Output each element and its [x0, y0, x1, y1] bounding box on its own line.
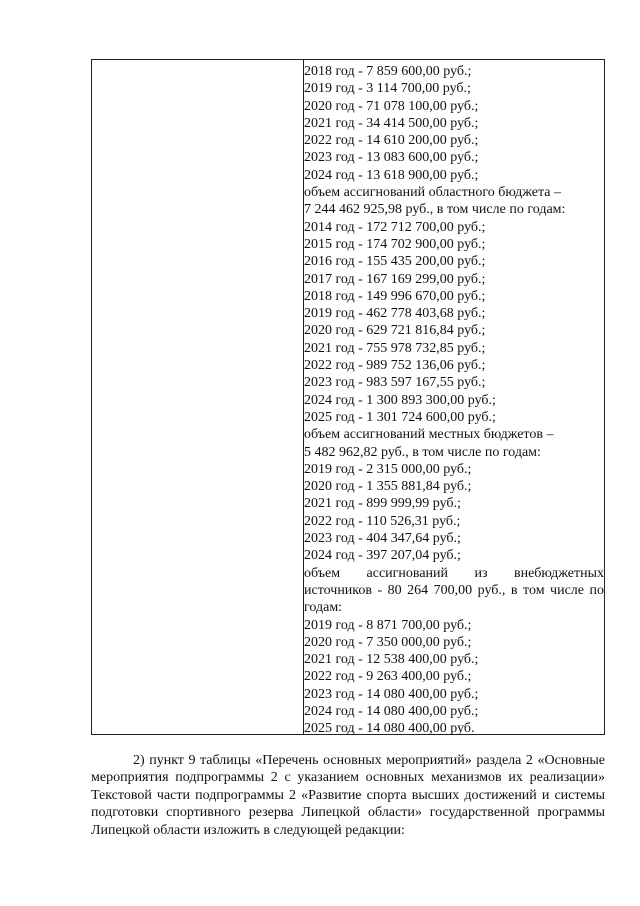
funding-line: 2020 год - 71 078 100,00 руб.; [304, 98, 479, 114]
funding-line: 2022 год - 14 610 200,00 руб.; [304, 133, 479, 149]
funding-line: 2025 год - 1 301 724 600,00 руб.; [304, 409, 496, 425]
funding-line: 2016 год - 155 435 200,00 руб.; [304, 254, 486, 270]
funding-line: 2025 год - 14 080 400,00 руб. [304, 721, 475, 737]
funding-line: 2019 год - 8 871 700,00 руб.; [304, 617, 472, 633]
funding-line: 2022 год - 110 526,31 руб.; [304, 513, 461, 529]
funding-line: 2020 год - 629 721 816,84 руб.; [304, 323, 486, 339]
funding-line: 2019 год - 462 778 403,68 руб.; [304, 306, 486, 322]
funding-line: 2021 год - 34 414 500,00 руб.; [304, 115, 479, 131]
funding-line: 2015 год - 174 702 900,00 руб.; [304, 236, 486, 252]
funding-line: 2020 год - 7 350 000,00 руб.; [304, 634, 472, 650]
funding-line: 2020 год - 1 355 881,84 руб.; [304, 479, 472, 495]
funding-line: 2024 год - 13 618 900,00 руб.; [304, 167, 479, 183]
funding-line: 2021 год - 899 999,99 руб.; [304, 496, 461, 512]
funding-line: 2024 год - 397 207,04 руб.; [304, 548, 461, 564]
funding-line: 2023 год - 13 083 600,00 руб.; [304, 150, 479, 166]
funding-line: 2022 год - 9 263 400,00 руб.; [304, 669, 472, 685]
funding-table [91, 59, 605, 735]
funding-line: 5 482 962,82 руб., в том числе по годам: [304, 444, 541, 460]
funding-line: 2014 год - 172 712 700,00 руб.; [304, 219, 486, 235]
funding-line: 2022 год - 989 752 136,06 руб.; [304, 358, 486, 374]
funding-line: 2017 год - 167 169 299,00 руб.; [304, 271, 486, 287]
funding-cell [304, 63, 604, 738]
funding-line: 2021 год - 12 538 400,00 руб.; [304, 652, 479, 668]
extrabudgetary-funding-text: объем ассигнований из внебюджетных источников - 80 264 700,00 руб., в том числе по годам: [304, 565, 604, 616]
funding-line: 2023 год - 404 347,64 руб.; [304, 531, 461, 547]
funding-line: 2023 год - 14 080 400,00 руб.; [304, 686, 479, 702]
funding-line: 2021 год - 755 978 732,85 руб.; [304, 340, 486, 356]
funding-lines-top [304, 63, 604, 565]
funding-line: 2018 год - 7 859 600,00 руб.; [304, 64, 472, 79]
funding-line: объем ассигнований областного бюджета – [304, 185, 561, 201]
funding-line: 2024 год - 14 080 400,00 руб.; [304, 703, 479, 719]
amendment-paragraph: 2) пункт 9 таблицы «Перечень основных мероприятий» раздела 2 «Основные мероприятия подпрограммы 2 с указанием основных механизмов их реализации» Текстовой части подпрограммы 2 «Развитие спорта высших достижений и системы подготовки спортивного резерва Липецкой области» государственной программы Липецкой области изложить в следующей редакции: [91, 753, 605, 838]
funding-line: 2019 год - 2 315 000,00 руб.; [304, 461, 472, 477]
funding-line: 7 244 462 925,98 руб., в том числе по годам: [304, 202, 566, 218]
funding-lines-bottom [304, 617, 604, 738]
funding-line: 2019 год - 3 114 700,00 руб.; [304, 81, 471, 97]
funding-line: объем ассигнований местных бюджетов – [304, 427, 554, 443]
funding-line: 2024 год - 1 300 893 300,00 руб.; [304, 392, 496, 408]
funding-line: 2018 год - 149 996 670,00 руб.; [304, 288, 486, 304]
funding-line: 2023 год - 983 597 167,55 руб.; [304, 375, 486, 391]
